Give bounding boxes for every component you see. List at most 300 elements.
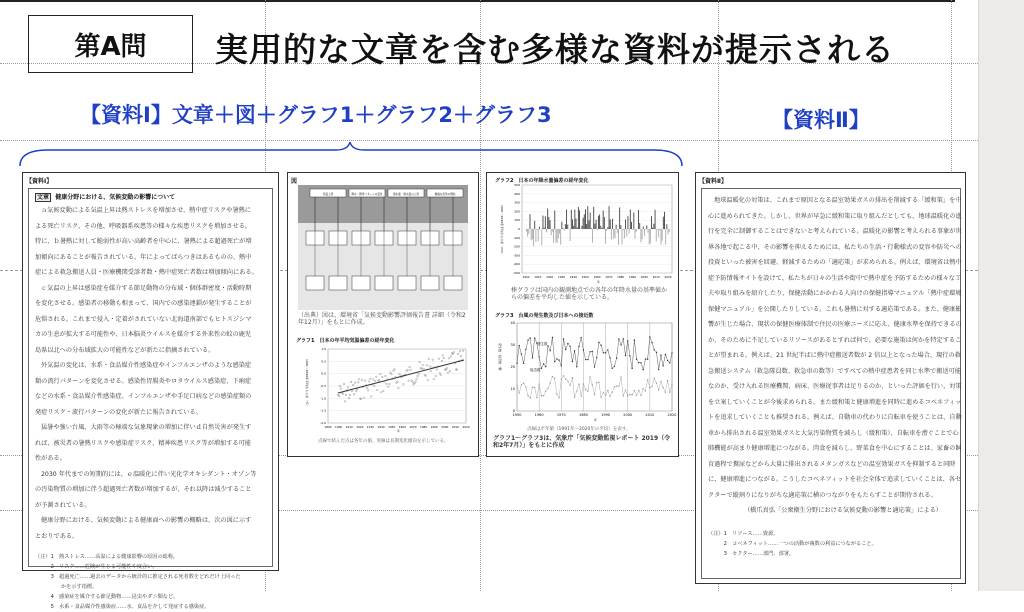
graph2-bar [583, 218, 584, 229]
graph1-point [420, 367, 422, 369]
graph2-bar [620, 225, 621, 229]
graph3-xtick: 2000 [623, 413, 632, 417]
text-line: 投資といった被害を回避、軽減するための「適応策」が求められる。例えば、環境省は熱中 [708, 255, 956, 271]
graph2-bar [551, 229, 552, 235]
text-line: 車から排出される温室効果ガスと大気汚染物質を減らし（緩和策）、自転車を漕ぐことで心 [708, 426, 956, 442]
text-line: 性がある。 [35, 451, 268, 467]
graph2-bar [541, 229, 542, 245]
graph1-point [403, 383, 405, 385]
text-line: が予測されている。 [35, 498, 268, 514]
question-label-box [28, 15, 193, 73]
graph2-ytick: -400 [513, 262, 520, 266]
graph2-bar [645, 229, 646, 230]
graph2-bar [662, 229, 663, 241]
graph2-ytick: -100 [513, 236, 520, 240]
graph1-point [428, 358, 430, 360]
graph1-point [412, 381, 414, 383]
text-line: 育過程で糞尿などから大量に排出されるメタンガスなどの温室効果ガスを抑制すると同時 [708, 457, 956, 473]
graph2-bar [543, 216, 544, 229]
text-line: かを示す指標。 [35, 582, 268, 592]
graph1-point [342, 393, 344, 395]
graph2-bar [586, 224, 587, 229]
graph2-bar [576, 219, 577, 229]
graph1-xtick: 1950 [388, 425, 395, 429]
graph3-note: 点線は平年値（1991年〜2020年の平均）を表す。 [527, 426, 631, 432]
graph3-title: グラフ3 台風の発生数及び日本への接近数 [495, 312, 593, 319]
graph1-point [459, 350, 461, 352]
graph2-bar [573, 226, 574, 229]
graph2-bar [642, 229, 643, 239]
graph2-ylabel: 1991〜2020年平均からの差（mm） [500, 205, 505, 256]
graphs-document [486, 172, 679, 457]
graph2-bar [581, 226, 582, 229]
graph2-xtick: 1920 [546, 275, 553, 279]
graph3-xtick: 1950 [513, 413, 522, 417]
graph2-bar [579, 210, 580, 229]
question-label: 第A問 [74, 26, 146, 63]
text-line: を変化させる。感染者の移動も相まって、国内での感染連鎖が発生することが [35, 296, 268, 312]
graph1-point [348, 397, 350, 399]
graph1-point [372, 379, 374, 381]
graph1-point [425, 375, 427, 377]
graph2-bar [560, 229, 561, 245]
graph1-point [376, 376, 378, 378]
graph2-bar [615, 229, 616, 238]
graph2-bar [597, 229, 598, 230]
graph2-bar [657, 229, 658, 230]
graph1-point [344, 401, 346, 403]
graph2-bar [607, 227, 608, 229]
graph1-point [449, 370, 451, 372]
diagram-box [329, 276, 347, 290]
graph2-bar [538, 229, 539, 241]
graph1-point [424, 374, 426, 376]
guide-vertical [480, 0, 481, 591]
diagram-box [421, 276, 439, 290]
graph1-point [430, 370, 432, 372]
graph1-point [390, 372, 392, 374]
text-line: 危惧される。これまで侵入・定着がされていない北海道南部でもヒトスジシマ [35, 312, 268, 328]
graph1-ytick: -0.5 [320, 384, 326, 388]
graph1-point [351, 390, 353, 392]
material1-text-document [22, 172, 279, 571]
graph3-xtick: 2010 [645, 413, 654, 417]
diagram-box [444, 276, 462, 290]
graph2-bar [602, 228, 603, 229]
graph2-bar [592, 229, 593, 243]
graph2-bar [526, 229, 527, 232]
text-line: とおりである。 [35, 529, 268, 545]
graph3-xlabel: 年 [594, 417, 597, 422]
graph2-bar [534, 221, 535, 229]
graph2-bar [610, 219, 611, 229]
material1-label: 【資料Ⅰ】文章＋図＋グラフ1＋グラフ2＋グラフ3 [80, 99, 552, 129]
graph2-bar [640, 229, 641, 242]
graph2-bar [609, 206, 610, 229]
graph1-xtick: 2000 [441, 425, 448, 429]
graph3-ytick: 0 [513, 409, 515, 413]
graph1-point [357, 381, 359, 383]
graph2-bar [650, 229, 651, 243]
graph2-bar [527, 229, 528, 237]
graph1-point [441, 360, 443, 362]
graph1-point [385, 375, 387, 377]
graph2-bar [652, 228, 653, 229]
text-line: 特に、ｂ暑熱に対して脆弱性が高い高齢者を中心に、暑熱による超過死亡が増 [35, 234, 268, 250]
graph2-bar [550, 220, 551, 229]
graph2-ytick: 0 [518, 227, 520, 231]
graph2-bar [612, 219, 613, 229]
graph1-point [429, 366, 431, 368]
graph2-bar [651, 216, 652, 229]
graph1-point [352, 384, 354, 386]
graph3-ytick: 30 [511, 343, 515, 347]
graph3-xtick: 1970 [557, 413, 566, 417]
text-line: 肺機能が高まり健康増進につながる。肉食を減らし、野菜食を中心にすることは、家畜の飼 [708, 441, 956, 457]
graph1-point [417, 375, 419, 377]
graph2-bar [531, 229, 532, 240]
graph1-ytick: 0.0 [321, 372, 326, 376]
graph2-bar [613, 229, 614, 239]
graph1-point [397, 381, 399, 383]
text-line: か、そのために不足しているリソースがあるとすれば何で、必要な施策は何かを特定するこ [708, 333, 956, 349]
graph2-bar [598, 216, 599, 229]
graph2-bar [661, 229, 662, 245]
diagram-box-label: 海水面・海水温の上昇 [393, 192, 419, 196]
graph3-ytick: 40 [511, 321, 515, 325]
graph1-point [394, 369, 396, 371]
slide-headline: 実用的な文章を含む多様な資料が提示される [215, 24, 895, 71]
graph2-bar [666, 224, 667, 229]
graph2-xtick: 1960 [593, 275, 600, 279]
graph2-bar [572, 219, 573, 229]
graph1-point [349, 394, 351, 396]
graph2-xtick: 1990 [629, 275, 636, 279]
graph1-xtick: 1930 [367, 425, 374, 429]
text-line: 界各地で起こる中、その影響を抑えるためには、私たちの生活・行動様式の変容や防災への [708, 240, 956, 256]
graph2-bar [570, 229, 571, 241]
graph3-ytick: 10 [511, 387, 515, 391]
graph1-point [411, 380, 413, 382]
graph2-bar [591, 228, 592, 229]
graph2-bar [563, 228, 564, 229]
graph2-bar [556, 229, 557, 242]
graph2-bar [533, 229, 534, 246]
text-line: 2030 年代までの短期的には、ｅ温暖化に伴い光化学オキシダント・オゾン等 [35, 467, 268, 483]
graph2-bar [638, 210, 639, 229]
graph2-bar [606, 229, 607, 231]
text-line: トを追求していくことも推奨される。例えば、自動車の代わりに自転車を使うことは、自動 [708, 410, 956, 426]
graph2-bar [577, 227, 578, 229]
text-line: などの水系・食品媒介性感染症、インフルエンザや手足口病などの感染症類の [35, 389, 268, 405]
text-line: の汚染物質の増加に伴う超過死亡者数が増加するが、それ以降は減少すること [35, 482, 268, 498]
graph2-bar [587, 206, 588, 229]
graph2-bar [648, 229, 649, 233]
text-line: 2 リスク……危険が生じる可能性や度合い。 [35, 562, 268, 572]
text-line: 4 感染症を媒介する節足動物……昆虫やダニ類など。 [35, 592, 268, 602]
graph1-point [361, 379, 363, 381]
graph1-ytick: 1.0 [321, 347, 326, 351]
graph2-xtick: 2020 [664, 275, 671, 279]
text-line: 猛暑や強い台風、大雨等の極端な気象現象の増加に伴いｄ自然災害が発生す [35, 420, 268, 436]
graph1-xtick: 1900 [335, 425, 342, 429]
graph3-legend: 接近数 [530, 367, 541, 372]
graph1-point [354, 382, 356, 384]
graph2-bar [561, 222, 562, 229]
graph2-bar [554, 211, 555, 229]
doc-title: 健康分野における、気候変動の影響について [55, 194, 175, 201]
graph1-xlabel: 年 [397, 428, 400, 433]
graph2-bar [584, 214, 585, 229]
graph1-point [421, 368, 423, 370]
graph3-xtick: 2020 [668, 413, 677, 417]
graph1-point [457, 353, 459, 355]
graph1-point [456, 369, 458, 371]
graph3-xtick: 1960 [535, 413, 544, 417]
graph2-bar [596, 220, 597, 229]
graph2-bar [644, 229, 645, 236]
graph2-ytick: 300 [514, 201, 520, 205]
graph2-bar [545, 216, 546, 229]
text-line: れば、被災者の暑熱リスクや感染症リスク、精神疾患リスク等が増加する可能 [35, 436, 268, 452]
graph2-bar [604, 217, 605, 229]
text-line: 地球温暖化の対策は、これまで原因となる温室効果ガスの排出を削減する「緩和策」を中 [708, 193, 956, 209]
diagram-box-label: 気温上昇 [323, 192, 334, 196]
graph1-ytick: -2.0 [320, 421, 326, 425]
graph3-series-line [517, 376, 672, 398]
graph1-point [442, 355, 444, 357]
graph1-point [422, 364, 424, 366]
graph1-point [347, 387, 349, 389]
text-line: 加傾向にあることが報告されている。年によってばらつきはあるものの、熱中 [35, 250, 268, 266]
graph1-point [432, 359, 434, 361]
graph2-bar [567, 225, 568, 229]
graph1-point [364, 380, 366, 382]
graph1-point [367, 390, 369, 392]
graph2-bar [617, 229, 618, 233]
graph2-bar [659, 229, 660, 230]
graph2-bar [546, 229, 547, 232]
text-line: 類の流行パターンを変化させる。感染性胃腸炎やロタウイルス感染症、下痢症 [35, 374, 268, 390]
graph2-bar [557, 229, 558, 243]
graph1-point [438, 358, 440, 360]
graph2-bar [619, 207, 620, 229]
figure-source: （出典）図は、環境省「気候変動影響評価報告書 詳細（令和2年12月）」をもとに作成。 [298, 312, 470, 326]
graph2-bar [590, 213, 591, 229]
diagram-box [306, 276, 324, 290]
graph1-point [389, 383, 391, 385]
graph2-xtick: 1930 [558, 275, 565, 279]
graph2-bar [663, 217, 664, 229]
graph1-point [426, 364, 428, 366]
graph2-bar [631, 222, 632, 229]
graph2-bar [635, 229, 636, 239]
graph2-bar [603, 211, 604, 229]
graph1-point [343, 383, 345, 385]
graph2-ytick: 500 [514, 183, 520, 187]
figure-document [287, 172, 479, 457]
graph2-bar [636, 229, 637, 232]
graph2-bar [616, 225, 617, 229]
figure-label: 図 [291, 176, 297, 185]
diagram-box [352, 276, 370, 290]
graph2-bar [578, 207, 579, 229]
graph1-xtick: 1970 [409, 425, 416, 429]
text-line: （注）1 熱ストレス……高温による健康影響の原因の総称。 [35, 552, 268, 562]
graph1-point [415, 381, 417, 383]
text-line: 3 超過死亡……過去のデータから統計的に推定される死者数をどれだけ上回った [35, 572, 268, 582]
graph2-bar [537, 229, 538, 230]
text-line: とが望まれる。例えば、21 世紀半ばに熱中症搬送者数が 2 倍以上となった場合、現行の救 [708, 348, 956, 364]
graph1-point [350, 381, 352, 383]
graph2-bar [547, 209, 548, 229]
text-line: カの生息が拡大する可能性や、日本脳炎ウイルスを媒介する外来性の蚊の鹿児 [35, 327, 268, 343]
graph1-point [423, 368, 425, 370]
text-line: （注）1 リソース……資源。 [708, 529, 956, 539]
graph2-xtick: 1900 [522, 275, 529, 279]
graph2-bar [633, 213, 634, 229]
graph2-xtick: 1980 [617, 275, 624, 279]
graph1-point [386, 383, 388, 385]
text-line: 行を完全に制御することはできないと考えられている。温暖化の影響と考えられる事象が世 [708, 224, 956, 240]
graph1-point [453, 351, 455, 353]
material2-text-document [695, 172, 966, 584]
text-line: 発症リスク・流行パターンの変化が新たに報告されている。 [35, 405, 268, 421]
graph1-point [369, 378, 371, 380]
text-line: 2 コベネフィット……一つの活動が複数の利益につながること。 [708, 539, 956, 549]
graph1-note: 点線で結んだ点は各年の値、実線は長期変化傾向を示している。 [318, 438, 449, 444]
graph2-xtick: 1950 [582, 275, 589, 279]
graph2-bar [630, 209, 631, 229]
text-line: 症予防情報サイトを設けて、私たちが日々の生活や街中で熱中症を予防するための様々な工 [708, 271, 956, 287]
graph2-bar [625, 219, 626, 229]
graph1-point [435, 375, 437, 377]
graph1-point [446, 367, 448, 369]
graph1-point [436, 369, 438, 371]
graph1-point [407, 369, 409, 371]
graph1-trendline [338, 360, 464, 393]
graph1-point [450, 356, 452, 358]
graph2-bar [548, 217, 549, 229]
text-line: 急搬送システム（救急隊員数、救急車の数等）ですべての熱中症患者を同じ水準で搬送可能 [708, 364, 956, 380]
graph2-bar [643, 226, 644, 229]
graph2-bar [664, 212, 665, 229]
graph1-point [356, 389, 358, 391]
graph3-ytick: 20 [511, 365, 515, 369]
graph1-point [409, 366, 411, 368]
graph2-ytick: 200 [514, 209, 520, 213]
graph1-xtick: 2020 [462, 425, 469, 429]
graph2-bar [535, 229, 536, 242]
graph2-xtick: 1910 [534, 275, 541, 279]
graph2-bar [632, 229, 633, 230]
graph2-bar [559, 229, 560, 234]
graph2-bar [646, 225, 647, 229]
text-line: 外気温の変化は、水系・食品媒介性感染症やインフルエンザのような感染症 [35, 358, 268, 374]
graph1-point [398, 387, 400, 389]
graph2-xtick: 2010 [653, 275, 660, 279]
graph2-bar [539, 227, 540, 229]
graph1-xtick: 1960 [399, 425, 406, 429]
graph2-bar [600, 226, 601, 229]
graph1-xtick: 1940 [378, 425, 385, 429]
graph2-bar [611, 229, 612, 240]
graph2-bar [544, 228, 545, 229]
graph2-bar [571, 210, 572, 229]
graph2-bar [574, 210, 575, 229]
graph1-point [443, 357, 445, 359]
graph1-ytick: 0.5 [321, 359, 326, 363]
graph1-point [440, 374, 442, 376]
material2-label: 【資料Ⅱ】 [772, 104, 870, 134]
graph1-xtick: 1890 [324, 425, 331, 429]
graph2-xlabel: 年 [597, 279, 600, 284]
graph1-point [345, 394, 347, 396]
graph2-bar [622, 229, 623, 244]
graph2-bar [585, 209, 586, 229]
graph1-point [355, 390, 357, 392]
graph1-ytick: -1.5 [320, 409, 326, 413]
graph1-point [366, 387, 368, 389]
graph2-xtick: 1970 [605, 275, 612, 279]
graph2-ytick: -200 [513, 245, 520, 249]
graph1-point [447, 372, 449, 374]
graph2-bar [639, 223, 640, 229]
graph1-point [381, 392, 383, 394]
text-line: 5 水系・食品媒介性感染症……水、食品を介して発症する感染症。 [35, 602, 268, 612]
graph1-point [427, 379, 429, 381]
graph1-ytick: -1.0 [320, 396, 326, 400]
graph1-point [462, 350, 464, 352]
graph1-xtick: 1920 [356, 425, 363, 429]
graph1-point [378, 380, 380, 382]
graph1-point [374, 380, 376, 382]
graph3-legend: 発生数 [537, 341, 548, 346]
graph2-bar [629, 229, 630, 234]
top-rule [0, 0, 955, 2]
graph2-bar [599, 215, 600, 229]
graph3-xtick: 1990 [601, 413, 610, 417]
graph2-bar [653, 224, 654, 229]
graph2-note: 棒グラフは国内の観測地点での各年の年降水量の基準値からの偏差を平均した値を示している。 [511, 287, 671, 301]
text-tag: 文章 [35, 193, 51, 202]
diagram-box [398, 276, 416, 290]
graph2-bar [665, 229, 666, 245]
graph2-bar [649, 229, 650, 245]
graph2-bar [624, 229, 625, 238]
graph2-bar [655, 210, 656, 229]
graph1-xtick: 1980 [420, 425, 427, 429]
text-line: 保健マニュアル」を公開したりしている。これも暑熱に対する適応策である。また、健康影 [708, 302, 956, 318]
graph1-point [338, 395, 340, 397]
graph1-point [460, 355, 462, 357]
text-line: 症による救急搬送人員・医療機関受診者数・熱中症死亡者数は増加傾向にある。 [35, 265, 268, 281]
graph2-bar [658, 229, 659, 237]
text-line: 3 セクター……部門、部署。 [708, 549, 956, 559]
graph1-point [377, 389, 379, 391]
text-line: ａ気候変動による気温上昇は熱ストレスを増加させ、熱中症リスクや暑熱に [35, 203, 268, 219]
graph2-bar [594, 224, 595, 229]
doc-label: 【資料Ⅱ】 [699, 176, 727, 185]
citation: （橋爪真弘「公衆衛生分野における気候変動の影響と適応策」による） [708, 503, 956, 519]
graph1-point [448, 357, 450, 359]
graph2-bar [530, 214, 531, 229]
graph1-point [358, 378, 360, 380]
graph2-bar [553, 229, 554, 243]
graph2-ytick: 400 [514, 192, 520, 196]
graphs-source: グラフ1〜グラフ3は、気象庁「気候変動監視レポート 2019（令和2年7月）」をもとに作成 [493, 435, 673, 449]
text-line: に、健康増進につながる。こうしたコベネフィットを社会全体で追求していくことは、各セ [708, 472, 956, 488]
